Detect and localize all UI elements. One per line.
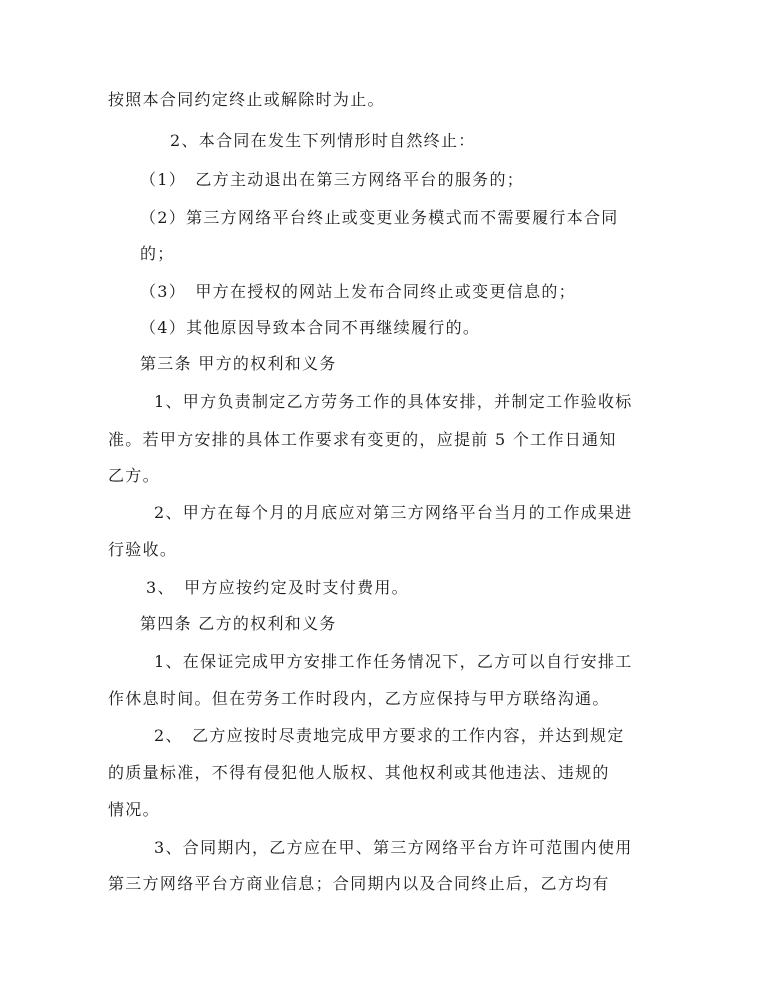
text-line: 2、 乙方应按时尽责地完成甲方要求的工作内容，并达到规定 bbox=[154, 726, 625, 745]
text-line: 行验收。 bbox=[108, 540, 178, 559]
text-line: 1、在保证完成甲方安排工作任务情况下，乙方可以自行安排工 bbox=[154, 652, 633, 671]
text-line: 乙方。 bbox=[108, 466, 160, 485]
text-line: 情况。 bbox=[108, 800, 160, 819]
text-line: 第三方网络平台方商业信息；合同期内以及合同终止后，乙方均有 bbox=[108, 874, 610, 893]
text-line: （3） 甲方在授权的网站上发布合同终止或变更信息的； bbox=[140, 282, 576, 301]
text-line: 按照本合同约定终止或解除时为止。 bbox=[108, 90, 385, 109]
text-line: 3、合同期内，乙方应在甲、第三方网络平台方许可范围内使用 bbox=[154, 838, 633, 857]
section-heading: 第四条 乙方的权利和义务 bbox=[140, 614, 337, 633]
text-line: （4）其他原因导致本合同不再继续履行的。 bbox=[140, 318, 481, 337]
text-line: 3、 甲方应按约定及时支付费用。 bbox=[146, 578, 409, 597]
text-line: 作休息时间。但在劳务工作时段内，乙方应保持与甲方联络沟通。 bbox=[108, 689, 610, 708]
text-line: 准。若甲方安排的具体工作要求有变更的，应提前 5 个工作日通知 bbox=[108, 430, 617, 449]
text-line: 1、甲方负责制定乙方劳务工作的具体安排，并制定工作验收标 bbox=[154, 392, 633, 411]
text-line: 2、本合同在发生下列情形时自然终止： bbox=[170, 131, 476, 150]
section-heading: 第三条 甲方的权利和义务 bbox=[140, 354, 337, 373]
text-line: 的； bbox=[140, 244, 175, 263]
text-line: 的质量标准，不得有侵犯他人版权、其他权利或其他违法、违规的 bbox=[108, 763, 610, 782]
text-line: （2）第三方网络平台终止或变更业务模式而不需要履行本合同 bbox=[140, 208, 619, 227]
text-line: 2、甲方在每个月的月底应对第三方网络平台当月的工作成果进 bbox=[154, 503, 633, 522]
text-line: （1） 乙方主动退出在第三方网络平台的服务的； bbox=[140, 170, 525, 189]
